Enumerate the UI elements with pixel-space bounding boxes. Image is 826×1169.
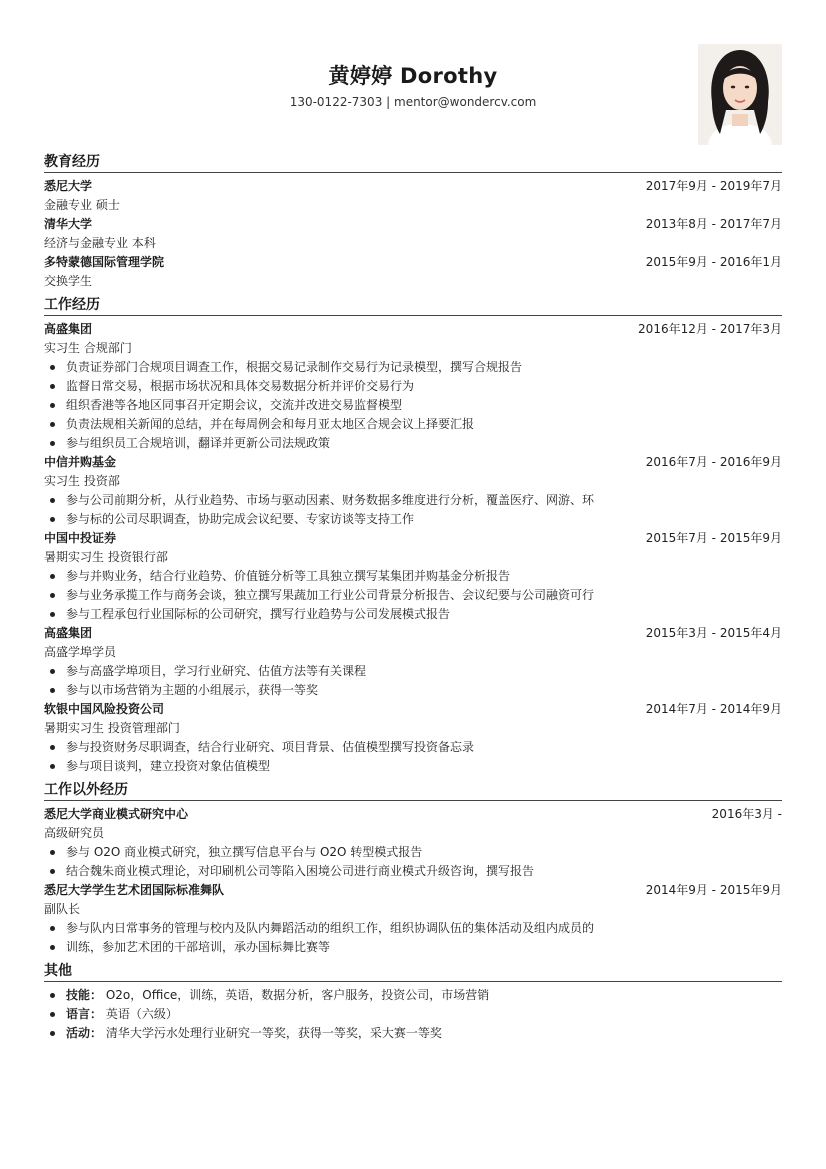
contact-info: 130-0122-7303 | mentor@wondercv.com [289,95,537,109]
entry-date: 2015年3月 - 2015年4月 [645,626,782,640]
language-item [44,1005,782,1024]
resume-page [44,0,782,1043]
list-item [44,919,782,938]
list-item [44,662,782,681]
bullet-text: 负责证券部门合规项目调查工作，根据交易记录制作交易行为记录模型，撰写合规报告 [66,360,523,374]
bullet-icon [50,869,55,874]
bullet-text: 参与组织员工合规培训，翻译并更新公司法规政策 [66,436,331,450]
language-label: 语言： [66,1007,103,1021]
entry-date: 2015年7月 - 2015年9月 [645,531,782,545]
list-item [44,843,782,862]
skills-item [44,986,782,1005]
entry-date: 2017年9月 - 2019年7月 [645,179,782,193]
job-role: 高盛学埠学员 [44,645,117,659]
profile-photo [698,44,782,145]
other-section [44,963,782,1043]
extra-title: 工作以外经历 [44,782,782,801]
entry-date: 2014年7月 - 2014年9月 [645,702,782,716]
list-item [44,862,782,881]
list-item [44,491,782,510]
resume-header [44,0,782,148]
bullet-text: 组织香港等各地区同事召开定期会议，交流并改进交易监督模型 [66,398,403,412]
skills-label: 技能： [66,988,103,1002]
bullet-text: 参与高盛学埠项目，学习行业研究、估值方法等有关课程 [66,664,367,678]
job-role: 暑期实习生 投资管理部门 [44,721,180,735]
position: 副队长 [44,902,81,916]
position: 高级研究员 [44,826,105,840]
activity-text: 清华大学污水处理行业研究一等奖，获得一等奖，采大赛一等奖 [105,1026,442,1040]
bullet-text: 参与队内日常事务的管理与校内及队内舞蹈活动的组织工作，组织协调队伍的集体活动及组内成员的 [66,921,595,935]
bullet-text: 参与公司前期分析，从行业趋势、市场与驱动因素、财务数据多维度进行分析，覆盖医疗、网游、环 [66,493,595,507]
bullet-icon [50,926,55,931]
bullet-icon [50,441,55,446]
entry-date: 2014年9月 - 2015年9月 [645,883,782,897]
entry-date: 2016年7月 - 2016年9月 [645,455,782,469]
bullet-text: 负责法规相关新闻的总结，并在每周例会和每月亚太地区合规会议上择要汇报 [66,417,475,431]
education-title: 教育经历 [44,154,782,173]
work-entry [44,529,782,624]
work-title: 工作经历 [44,297,782,316]
bullet-icon [50,764,55,769]
education-section [44,154,782,291]
work-entry [44,320,782,453]
company-name: 高盛集团 [44,322,93,336]
work-entry [44,453,782,529]
education-entry [44,177,782,215]
bullet-text: 监督日常交易，根据市场状况和具体交易数据分析并评价交易行为 [66,379,415,393]
extra-section [44,782,782,957]
list-item [44,396,782,415]
skills-text: O2o，Office，训练，英语，数据分析，客户服务，投资公司，市场营销 [105,988,490,1002]
bullet-icon [50,574,55,579]
degree: 金融专业 硕士 [44,198,120,212]
bullet-icon [50,1031,55,1036]
portrait-image [698,44,782,145]
work-entry [44,624,782,700]
list-item [44,567,782,586]
job-role: 实习生 投资部 [44,474,120,488]
activity-item [44,1024,782,1043]
company-name: 高盛集团 [44,626,93,640]
job-role: 实习生 合规部门 [44,341,132,355]
organization-name: 悉尼大学商业模式研究中心 [44,807,189,821]
list-item [44,510,782,529]
bullet-text: 结合魏朱商业模式理论，对印刷机公司等陷入困境公司进行商业模式升级咨询，撰写报告 [66,864,535,878]
list-item [44,377,782,396]
job-role: 暑期实习生 投资银行部 [44,550,168,564]
company-name: 中国中投证券 [44,531,117,545]
bullet-icon [50,365,55,370]
school-name: 清华大学 [44,217,93,231]
education-entry [44,215,782,253]
bullet-icon [50,669,55,674]
school-name: 多特蒙德国际管理学院 [44,255,165,269]
education-entry [44,253,782,291]
bullet-icon [50,403,55,408]
bullet-text: 参与项目谈判，建立投资对象估值模型 [66,759,271,773]
entry-date: 2013年8月 - 2017年7月 [645,217,782,231]
bullet-text: 参与以市场营销为主题的小组展示，获得一等奖 [66,683,319,697]
bullet-icon [50,850,55,855]
bullet-text: 参与标的公司尽职调查，协助完成会议纪要、专家访谈等支持工作 [66,512,415,526]
bullet-icon [50,612,55,617]
list-item [44,938,782,957]
degree: 交换学生 [44,274,93,288]
bullet-text: 参与工程承包行业国际标的公司研究，撰写行业趋势与公司发展模式报告 [66,607,451,621]
list-item [44,415,782,434]
bullet-icon [50,688,55,693]
entry-date: 2015年9月 - 2016年1月 [645,255,782,269]
bullet-icon [50,1012,55,1017]
list-item [44,738,782,757]
extra-entry [44,805,782,881]
degree: 经济与金融专业 本科 [44,236,156,250]
activity-label: 活动： [66,1026,103,1040]
list-item [44,358,782,377]
bullet-text: 参与并购业务，结合行业趋势、价值链分析等工具独立撰写某集团并购基金分析报告 [66,569,511,583]
bullet-icon [50,384,55,389]
bullet-icon [50,593,55,598]
school-name: 悉尼大学 [44,179,93,193]
bullet-text: 训练，参加艺术团的干部培训，承办国标舞比赛等 [66,940,331,954]
bullet-text: 参与 O2O 商业模式研究，独立撰写信息平台与 O2O 转型模式报告 [66,845,423,859]
candidate-name: 黄婷婷 Dorothy [328,64,498,88]
bullet-icon [50,993,55,998]
language-text: 英语（六级） [105,1007,178,1021]
list-item [44,757,782,776]
entry-date: 2016年3月 - [711,807,782,821]
entry-date: 2016年12月 - 2017年3月 [638,322,782,336]
bullet-text: 参与业务承揽工作与商务会谈，独立撰写果蔬加工行业公司背景分析报告、会议纪要与公司融资可行 [66,588,595,602]
company-name: 中信并购基金 [44,455,117,469]
list-item [44,434,782,453]
extra-entry [44,881,782,957]
work-section [44,297,782,776]
list-item [44,681,782,700]
bullet-icon [50,498,55,503]
work-entry [44,700,782,776]
bullet-text: 参与投资财务尽职调查，结合行业研究、项目背景、估值模型撰写投资备忘录 [66,740,475,754]
bullet-icon [50,517,55,522]
list-item [44,586,782,605]
company-name: 软银中国风险投资公司 [44,702,165,716]
organization-name: 悉尼大学学生艺术团国际标准舞队 [44,883,225,897]
bullet-icon [50,422,55,427]
list-item [44,605,782,624]
bullet-icon [50,945,55,950]
other-title: 其他 [44,963,782,982]
bullet-icon [50,745,55,750]
